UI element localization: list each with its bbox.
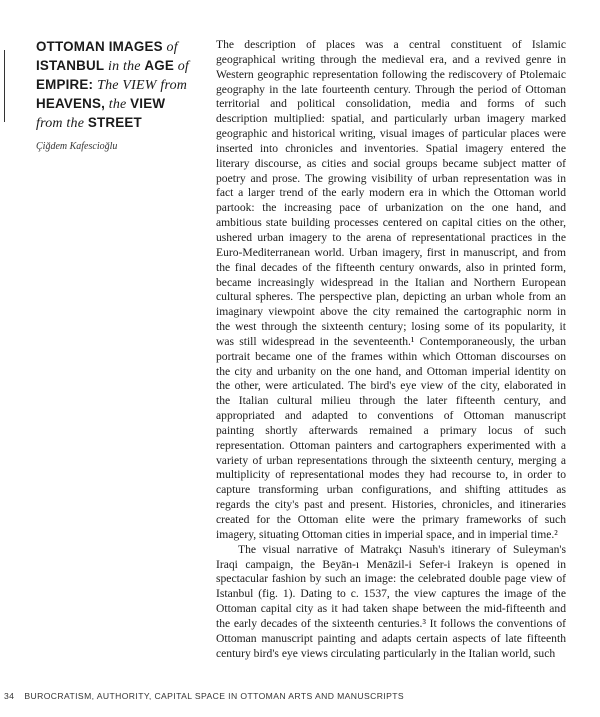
article-title <box>36 38 196 133</box>
text-line: the west through the sixteenth century; losing some of its popularity, it <box>216 320 566 334</box>
text-line: ushered urban imagery to the arena of representational practices in the <box>216 230 566 244</box>
text-line: The description of places was a central constituent of Islamic <box>216 38 566 51</box>
text-line: the city and urbanity on the one hand, and Ottoman imperial identity on <box>216 364 566 378</box>
title-part: EMPIRE: <box>36 77 98 92</box>
text-line: fact a larger trend of the early modern era in which the Ottoman world <box>216 186 566 200</box>
title-part: VIEW <box>130 96 166 111</box>
title-part: AGE <box>144 58 175 73</box>
text-line: the early decades of the sixteenth centuries.³ It follows the conventions of <box>216 616 566 630</box>
text-line: became increasingly widespread in the Italian and Northern European <box>216 275 566 289</box>
text-line: Euro-Mediterranean world. Urban imagery, first in manuscript, and from <box>216 245 566 259</box>
text-line: imagery, situating Ottoman cities in imperial space, and in imperial time.² <box>216 527 558 541</box>
title-part: HEAVENS, <box>36 96 106 111</box>
text-line: representation. Ottoman painters and cartographers experimented with a <box>216 438 566 452</box>
body-text <box>216 38 566 661</box>
title-part: OTTOMAN IMAGES <box>36 39 163 54</box>
text-line: spectacular fashion by such an image: the celebrated double page view of <box>216 572 566 586</box>
page-number: 34 <box>4 691 15 701</box>
text-line: geography in the late fourteenth century. Through the period of Ottoman <box>216 82 566 96</box>
text-line: Western geographic representation following the rediscovery of Ptolemaic <box>216 67 566 81</box>
text-line: appropriated and adapted to conventions of Ottoman manuscript <box>216 409 566 423</box>
margin-rule <box>4 50 5 122</box>
title-part: The VIEW from <box>97 78 188 93</box>
text-line: the final decades of the fifteenth century onwards, also in printed form, <box>216 260 566 274</box>
text-line: The visual narrative of Matrakçı Nasuh's itinerary of Suleyman's <box>238 542 566 556</box>
text-line: century bird's eye views circulating particularly in the Italian world, such <box>216 646 556 660</box>
title-part: STREET <box>87 115 142 130</box>
text-line: inserted into chronicles and inventories. Spatial imagery entered the <box>216 141 566 155</box>
title-part: ISTANBUL <box>36 58 105 73</box>
text-line: created for the Ottoman elite were the primary frameworks of such <box>216 513 566 526</box>
text-line: imaginary viewpoint above the city remained the cartographic norm in <box>216 305 566 319</box>
text-line: portrait became one of the frames within which Ottoman discourses on <box>216 349 566 363</box>
text-line: Iraqi campaign, the Beyān-ı Menāzil-i Sefer-i Irakeyn is opened in <box>216 557 566 571</box>
text-line: cultural spheres. The perspective plan, depicting an urban whole from an <box>216 290 566 304</box>
running-head: BUROCRATISM, AUTHORITY, CAPITAL SPACE IN OTTOMAN ARTS AND MANUSCRIPTS <box>24 691 405 701</box>
title-part: from the <box>36 116 88 131</box>
title-part: in the <box>104 59 145 74</box>
paragraph-2 <box>216 543 566 662</box>
text-line: variety of urban representations through the sixteenth century, merging a <box>216 453 566 467</box>
text-line: literary discourse, as cities and social groups became subject matter of <box>216 156 566 170</box>
text-line: was still widespread in the seventeenth.¹ Contemporaneously, the urban <box>216 334 566 348</box>
page-footer <box>4 691 584 701</box>
text-line: multiplicity of representational modes they had recourse to, in order to <box>216 468 566 482</box>
text-line: territorial and political consolidation, media and forms of such <box>216 97 566 111</box>
text-line: capture transforming urban configurations, and shifting attitudes as <box>216 483 566 497</box>
text-line: description multiplied: spatial, and particularly urban imagery marked <box>216 112 566 126</box>
text-line: partook: the increasing pace of urbanization on the one hand, and <box>216 201 566 215</box>
text-line: geographical writing through the medieval era, and a revived genre in <box>216 52 566 66</box>
text-line: poetry and prose. The growing visibility of urban representation was in <box>216 171 566 185</box>
text-line: painting shortly afterwards remained a primary locus of such <box>216 423 566 437</box>
paragraph-1 <box>216 38 566 543</box>
text-line: ambitious state building processes centered on capital cities on the other, <box>216 216 566 230</box>
text-line: Ottoman capital city as it had taken shape between the mid-fifteenth and <box>216 602 566 616</box>
author-name: Çiğdem Kafescioğlu <box>36 141 118 152</box>
text-line: Istanbul (fig. 1). Dating to c. 1537, the view captures the image of the <box>216 587 566 601</box>
text-line: the Italian cultural milieu through the later fifteenth century, and <box>216 394 566 408</box>
text-line: regards the city's past and present. Histories, chronicles, and itineraries <box>216 498 566 512</box>
title-part: the <box>105 97 131 112</box>
text-line: the other, were articulated. The bird's eye view of the city, elaborated in <box>216 379 566 393</box>
text-line: geographic and historical writing, visual images of particular places were <box>216 127 566 141</box>
title-part: of <box>162 40 178 55</box>
title-part: of <box>174 59 190 74</box>
text-line: Ottoman manuscript painting and adapts certain aspects of late fifteenth <box>216 631 566 645</box>
